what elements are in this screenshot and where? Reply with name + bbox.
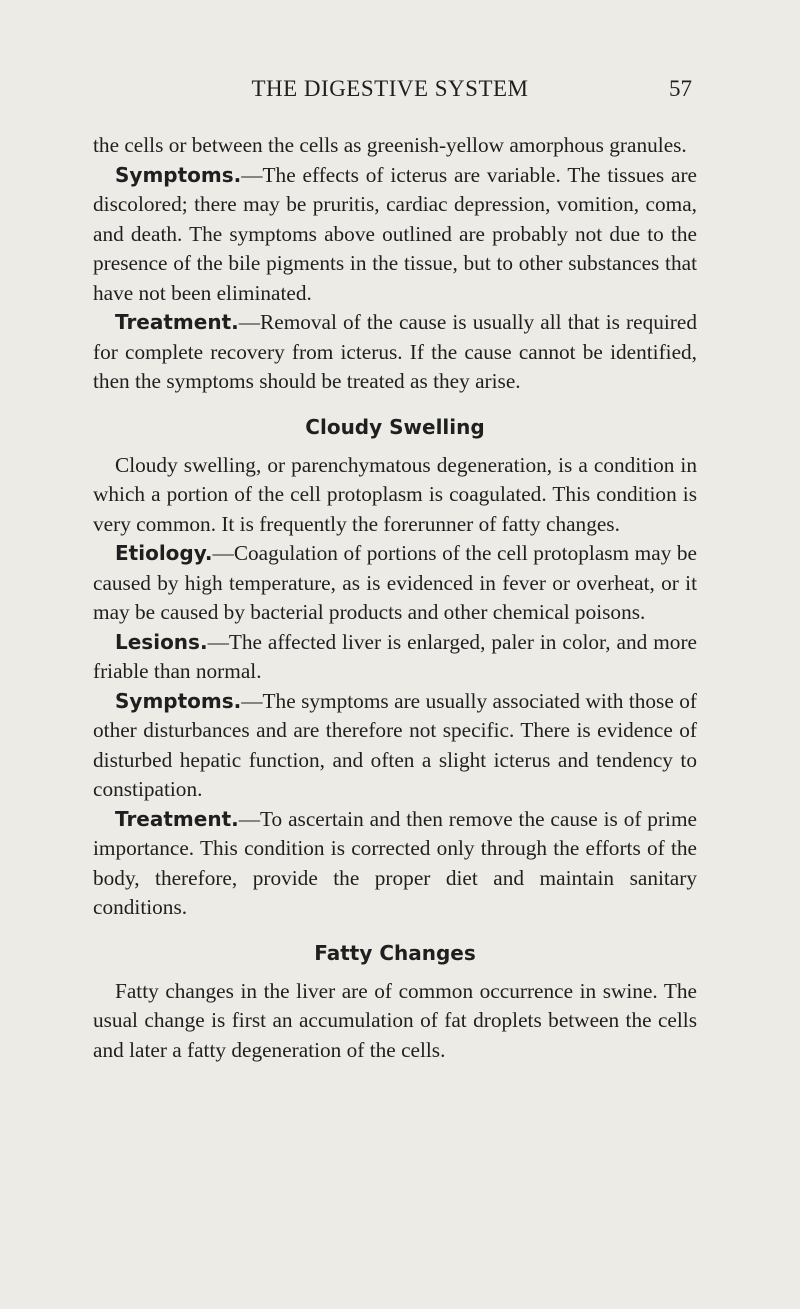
paragraph-text: —The symptoms are usually associated with those of other disturbances and are therefore not specific. There is evidence of disturbed hepatic function, and often a slight icterus and tendency to constipation. [93, 688, 697, 801]
run-in-heading-symptoms: Symptoms. [115, 162, 242, 187]
paragraph-symptoms-cloudy [93, 687, 697, 805]
paragraph-text: —To ascertain and then remove the cause is of prime importance. This condition is corrected only through the efforts of the body, therefore, provide the proper diet and maintain sanitary conditions. [93, 806, 697, 919]
paragraph-text: —Removal of the cause is usually all that is required for complete recovery from icterus. If the cause cannot be identified, then the symptoms should be treated as they arise. [93, 310, 697, 393]
paragraph-etiology [93, 539, 697, 628]
run-in-heading-treatment: Treatment. [115, 806, 239, 831]
running-title: THE DIGESTIVE SYSTEM [251, 76, 529, 101]
paragraph-continuation [93, 131, 697, 161]
page-number: 57 [669, 76, 692, 101]
run-in-heading-etiology: Etiology. [115, 541, 213, 565]
paragraph-text: Cloudy swelling, or parenchymatous degeneration, is a condition in which a portion of the cell protoplasm is coagulated. This condition is very common. It is frequently the forerunner of fatty changes. [93, 452, 697, 536]
run-in-heading-symptoms: Symptoms. [115, 688, 242, 713]
paragraph-text: —The effects of icterus are variable. The tissues are discolored; there may be pruritis, cardiac depression, vomition, coma, and death. The symptoms above outlined are probably not due to the presence of the bile pigments in the tissue, but to other substances that have not been eliminated. [93, 162, 697, 305]
run-in-heading-lesions: Lesions. [115, 629, 208, 654]
paragraph-cloudy-intro [93, 451, 697, 540]
section-heading-fatty-changes: Fatty Changes [314, 940, 476, 965]
paragraph-text: —The affected liver is enlarged, paler in color, and more friable than normal. [93, 629, 697, 683]
paragraph-treatment [93, 308, 697, 397]
paragraph-text: —Coagulation of portions of the cell protoplasm may be caused by high temperature, as is evidenced in fever or overheat, or it may be caused by bacterial products and other chemical poisons. [93, 541, 697, 624]
paragraph-lesions [93, 628, 697, 687]
body-text [93, 131, 697, 1065]
running-head [90, 76, 690, 110]
paragraph-text: Fatty changes in the liver are of common occurrence in swine. The usual change is first an accumulation of fat droplets between the cells and later a fatty degeneration of the cells. [93, 978, 697, 1062]
paragraph-fatty-intro [93, 977, 697, 1066]
paragraph-text: the cells or between the cells as greenish-yellow amorphous granules. [93, 133, 687, 157]
section-heading-cloudy-swelling: Cloudy Swelling [305, 414, 485, 439]
paragraph-symptoms [93, 161, 697, 309]
run-in-heading-treatment: Treatment. [115, 310, 239, 334]
paragraph-treatment-cloudy [93, 805, 697, 923]
